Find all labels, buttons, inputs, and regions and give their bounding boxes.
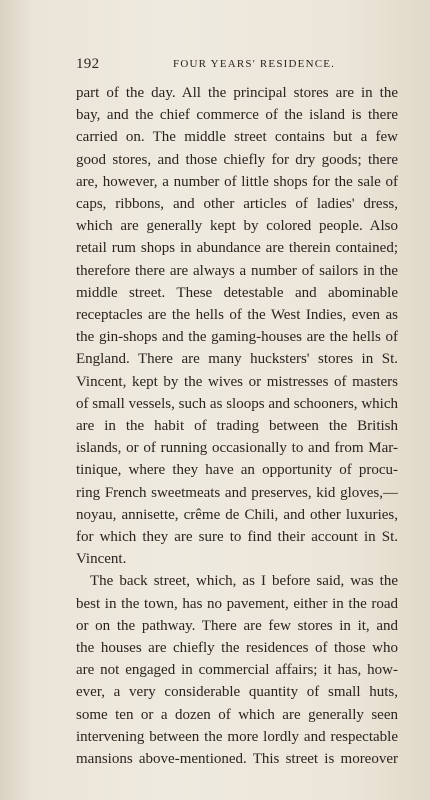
text-line: for which they are sure to find their account in St.	[76, 529, 398, 546]
text-line: Vincent, kept by the wives or mistresses of masters	[76, 373, 398, 390]
text-line: are not engaged in commercial affairs; it has, how-	[76, 662, 398, 679]
text-line: noyau, annisette, crême de Chili, and other luxuries,	[76, 506, 398, 523]
page-header	[76, 56, 398, 74]
text-line: islands, or of running occasionally to and from Mar-	[76, 440, 398, 457]
text-line: mansions above-mentioned. This street is moreover	[76, 751, 398, 768]
text-line: of small vessels, such as sloops and schooners, which	[76, 395, 398, 412]
text-line: are, however, a number of little shops for the sale of	[76, 173, 398, 190]
text-line: bay, and the chief commerce of the island is there	[76, 107, 398, 124]
text-line: England. There are many hucksters' stores in St.	[76, 351, 398, 368]
text-line: are in the habit of trading between the British	[76, 418, 398, 435]
running-head: FOUR YEARS' RESIDENCE.	[173, 58, 336, 70]
text-line: The back street, which, as I before said, was the	[90, 573, 398, 590]
text-line: the houses are chiefly the residences of those who	[76, 640, 398, 657]
text-line: part of the day. All the principal stores are in the	[76, 85, 398, 101]
text-line: tinique, where they have an opportunity of procu-	[76, 462, 398, 479]
text-line: some ten or a dozen of which are generally seen	[76, 706, 398, 723]
text-line: or on the pathway. There are few stores in it, and	[76, 617, 398, 634]
text-line: which are generally kept by colored people. Also	[76, 218, 398, 235]
text-line: intervening between the more lordly and respectable	[76, 728, 398, 745]
text-line: good stores, and those chiefly for dry goods; there	[76, 151, 398, 168]
text-line: ever, a very considerable quantity of small huts,	[76, 684, 398, 701]
text-line: best in the town, has no pavement, either in the road	[76, 595, 398, 612]
text-line: ring French sweetmeats and preserves, kid gloves,—	[76, 484, 398, 501]
text-line: carried on. The middle street contains but a few	[76, 129, 398, 146]
text-line: Vincent.	[76, 551, 127, 568]
text-line: therefore there are always a number of sailors in the	[76, 262, 398, 279]
text-line: receptacles are the hells of the West Indies, even as	[76, 307, 398, 324]
text-line: retail rum shops in abundance are therein contained;	[76, 240, 398, 257]
text-line: caps, ribbons, and other articles of ladies' dress,	[76, 196, 398, 213]
text-line: the gin-shops and the gaming-houses are the hells of	[76, 329, 398, 346]
page-number: 192	[76, 56, 100, 72]
body-text	[76, 82, 398, 770]
text-line: middle street. These detestable and abominable	[76, 284, 398, 301]
